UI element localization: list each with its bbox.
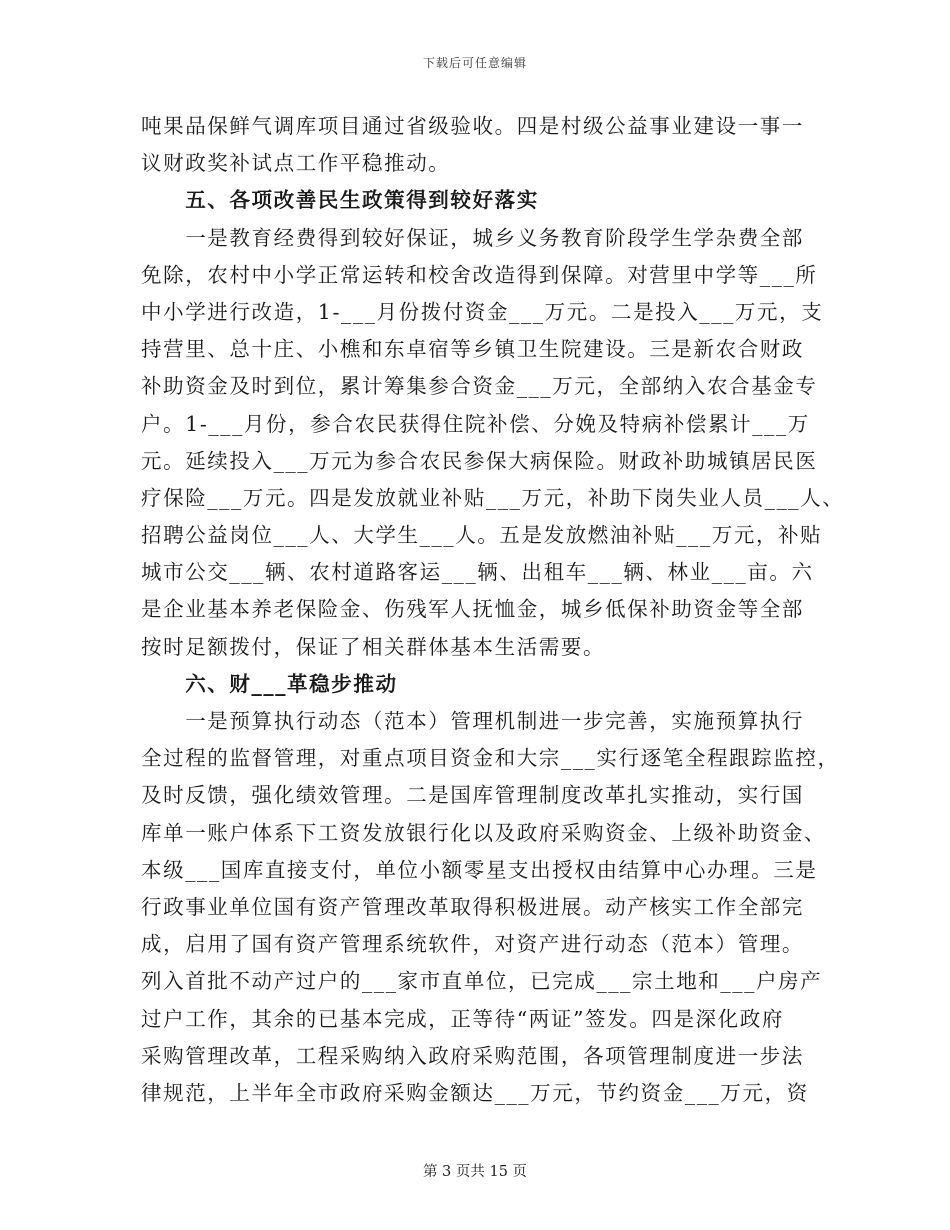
body-line: 补助资金及时到位，累计筹集参合资金___万元，全部纳入农合基金专 [141, 374, 818, 399]
body-line: 是企业基本养老保险金、伤残军人抚恤金，城乡低保补助资金等全部 [141, 597, 804, 622]
body-line: 议财政奖补试点工作平稳推动。 [141, 151, 451, 176]
body-line: 及时反馈，强化绩效管理。二是国库管理制度改革扎实推动，实行国 [141, 783, 804, 808]
body-line: 城市公交___辆、农村道路客运___辆、出租车___辆、林业___亩。六 [141, 560, 814, 585]
body-line: 库单一账户体系下工资发放银行化以及政府采购资金、上级补助资金、 [141, 820, 827, 845]
body-line: 户。1-___月份，参合农民获得住院补偿、分娩及特病补偿累计___万 [141, 411, 810, 436]
body-line: 一是预算执行动态（范本）管理机制进一步完善，实施预算执行 [141, 709, 804, 733]
body-line: 过户工作，其余的已基本完成，正等待“两证”签发。四是深化政府 [141, 1006, 784, 1031]
page-footer: 第 3 页共 15 页 [422, 1164, 528, 1180]
body-line: 疗保险___万元。四是发放就业补贴___万元，补助下岗失业人员___人、 [141, 485, 845, 510]
body-line: 吨果品保鲜气调库项目通过省级验收。四是村级公益事业建设一事一 [141, 114, 804, 138]
body-line: 列入首批不动产过户的___家市直单位，已完成___宗土地和___户房产 [141, 969, 823, 994]
body-line: 成，启用了国有资产管理系统软件，对资产进行动态（范本）管理。 [141, 932, 804, 957]
body-line: 免除，农村中小学正常运转和校舍改造得到保障。对营里中学等___所 [141, 262, 818, 287]
body-line: 行政事业单位国有资产管理改革取得积极进展。动产核实工作全部完 [141, 894, 804, 919]
body-line: 按时足额拨付，保证了相关群体基本生活需要。 [141, 634, 606, 659]
body-line: 招聘公益岗位___人、大学生___人。五是发放燃油补贴___万元，补贴 [141, 523, 823, 548]
body-line: 中小学进行改造，1-___月份拨付资金___万元。二是投入___万元，支 [141, 299, 824, 324]
section-heading: 六、财___革稳步推动 [141, 671, 398, 696]
body-line: 本级___国库直接支付，单位小额零星支出授权由结算中心办理。三是 [141, 857, 818, 882]
page-header: 下载后可任意编辑 [422, 56, 527, 70]
body-line: 全过程的监督管理，对重点项目资金和大宗___实行逐笔全程跟踪监控， [141, 746, 840, 771]
body-line: 律规范，上半年全市政府采购金额达___万元，节约资金___万元，资 [141, 1080, 809, 1105]
section-heading: 五、各项改善民生政策得到较好落实 [141, 188, 539, 213]
body-line: 元。延续投入___万元为参合农民参保大病保险。财政补助城镇居民医 [141, 448, 818, 473]
document-body [141, 108, 845, 1112]
body-line: 采购管理改革，工程采购纳入政府采购范围，各项管理制度进一步法 [141, 1043, 804, 1068]
body-line: 持营里、总十庄、小樵和东卓宿等乡镇卫生院建设。三是新农合财政 [141, 337, 804, 362]
body-line: 一是教育经费得到较好保证，城乡义务教育阶段学生学杂费全部 [141, 225, 804, 250]
